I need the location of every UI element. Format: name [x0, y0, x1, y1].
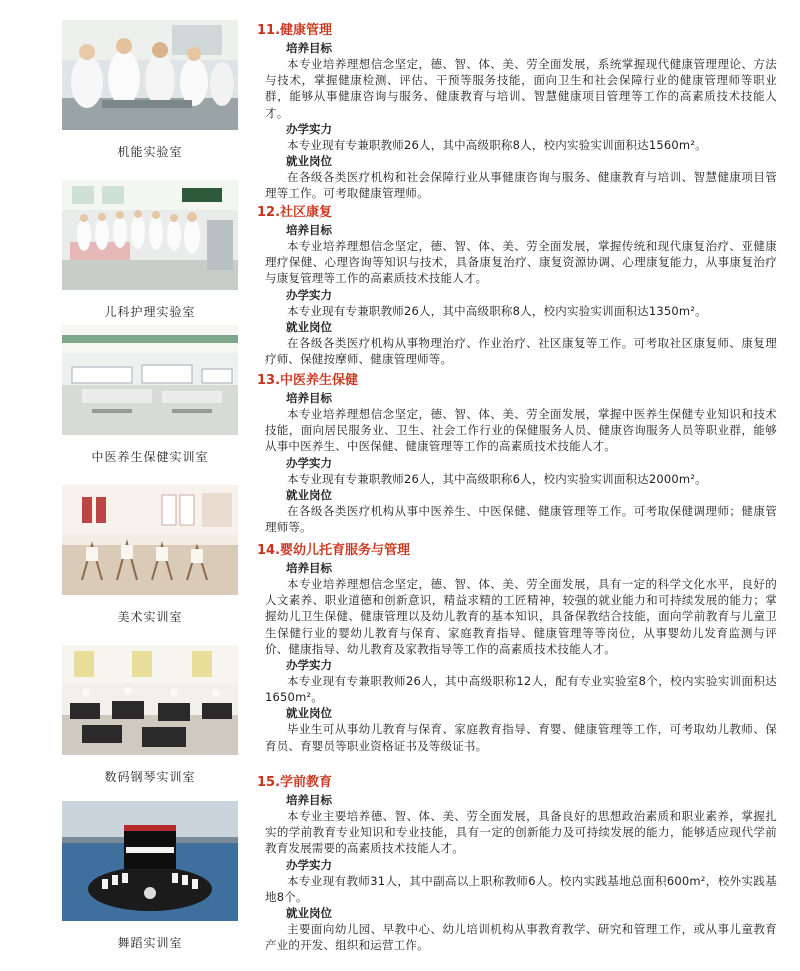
block-heading: 培养目标 — [286, 561, 332, 575]
block-text: 毕业生可从事幼儿教育与保育、家庭教育指导、育婴、健康管理等工作，可考取幼儿教师、保育员、育婴员等职业资格证书及等级证书。 — [265, 722, 777, 753]
photo-caption: 舞蹈实训室 — [117, 936, 183, 950]
photo-card — [62, 180, 238, 320]
block-text: 本专业主要培养德、智、体、美、劳全面发展，具备良好的思想政治素质和职业素养，掌握扎实的学前教育专业知识和专业技能，具有一定的创新能力及可持续发展的能力，能够适应现代学前教育发展需要的高素质技术技能人才。 — [265, 809, 777, 856]
program-section — [257, 22, 777, 201]
block-text: 本专业培养理想信念坚定，德、智、体、美、劳全面发展，系统掌握现代健康管理理论、方法与技术，掌握健康检测、评估、干预等服务技能，面向卫生和社会保障行业的健康管理师等职业群，能够从事健康咨询与服务、健康教育与培训、智慧健康项目管理等工作的高素质技术技能人才。 — [265, 57, 777, 120]
section-title: 14.婴幼儿托育服务与管理 — [257, 543, 411, 558]
photo-caption: 美术实训室 — [117, 610, 183, 624]
program-section — [257, 204, 777, 367]
block-heading: 培养目标 — [286, 793, 332, 807]
block-heading: 就业岗位 — [286, 154, 332, 169]
photo-card — [62, 485, 238, 625]
block-text: 主要面向幼儿园、早教中心、幼儿培训机构从事教育教学、研究和管理工作，或从事儿童教育产业的开发、组织和运营工作。 — [265, 922, 777, 953]
lab-photo-pediatric-nursing — [62, 180, 238, 290]
photo-card — [62, 645, 238, 785]
block-text: 本专业现有专兼职教师26人，其中高级职称6人，校内实验实训面积达2000m²。 — [287, 471, 707, 486]
block-text: 本专业培养理想信念坚定，德、智、体、美、劳全面发展，掌握传统和现代康复治疗、亚健康理疗保健、心理咨询等知识与技术，具备康复治疗、康复资源协调、心理康复能力，从事康复治疗与康复管理等工作的高素质技术技能人才。 — [265, 239, 777, 286]
photo-caption: 数码钢琴实训室 — [104, 770, 196, 784]
section-title: 15.学前教育 — [257, 775, 333, 790]
block-heading: 就业岗位 — [286, 906, 332, 921]
photo-caption: 机能实验室 — [117, 145, 183, 159]
block-heading: 办学实力 — [286, 857, 332, 872]
lab-photo-dance-studio — [62, 801, 238, 921]
section-title: 11.健康管理 — [257, 23, 333, 38]
program-section — [257, 372, 777, 535]
block-text: 在各级各类医疗机构从事中医养生、中医保健、健康管理等工作。可考取保健调理师；健康管理师等。 — [265, 503, 777, 535]
block-heading: 就业岗位 — [286, 319, 332, 334]
block-heading: 就业岗位 — [286, 706, 332, 721]
block-heading: 办学实力 — [286, 287, 332, 302]
lab-photo-digital-piano — [62, 645, 238, 755]
block-heading: 培养目标 — [286, 391, 332, 405]
block-text: 在各级各类医疗机构和社会保障行业从事健康咨询与服务、健康教育与培训、智慧健康项目管理等工作。可考取健康管理师。 — [265, 170, 777, 201]
section-title: 13.中医养生保健 — [257, 373, 359, 388]
block-text: 本专业现有专兼职教师26人，其中高级职称12人，配有专业实验室8个，校内实验实训面积达1650m²。 — [265, 674, 777, 705]
program-section — [257, 774, 777, 953]
block-text: 本专业培养理想信念坚定，德、智、体、美、劳全面发展，具有一定的科学文化水平，良好的人文素养、职业道德和创新意识，精益求精的工匠精神，较强的就业能力和可持续发展的能力；掌握幼儿卫生保健、健康管理以及幼儿教育的基本知识，具备保教结合技能，面向学前教育与儿童卫生保健行业的婴幼儿教育与保育、家庭教育指导、健康管理等等岗位，从事婴幼儿发育监测与评价、健康指导、幼儿教育及家教指导等工作的高素质技术技能人才。 — [265, 577, 777, 656]
block-text: 本专业培养理想信念坚定，德、智、体、美、劳全面发展，掌握中医养生保健专业知识和技术技能，面向居民服务业、卫生、社会工作行业的保健服务人员、健康咨询服务人员等职业群，能够从事中医养生、中医保健、健康管理等工作的高素质技术技能人才。 — [265, 407, 777, 454]
photo-card — [62, 325, 238, 465]
block-heading: 培养目标 — [286, 223, 332, 237]
block-heading: 办学实力 — [286, 121, 332, 136]
block-heading: 就业岗位 — [286, 487, 332, 502]
photo-card — [62, 20, 238, 160]
lab-photo-physiology — [62, 20, 238, 130]
block-heading: 培养目标 — [286, 41, 332, 55]
block-text: 本专业现有专兼职教师26人，其中高级职称8人，校内实验实训面积达1350m²。 — [287, 303, 707, 318]
photo-caption: 儿科护理实验室 — [104, 305, 196, 319]
photo-caption: 中医养生保健实训室 — [91, 450, 209, 464]
lab-photo-tcm-health — [62, 325, 238, 435]
lab-photo-art-studio — [62, 485, 238, 595]
block-text: 在各级各类医疗机构从事物理治疗、作业治疗、社区康复等工作。可考取社区康复师、康复理疗师、保健按摩师、健康管理师等。 — [265, 335, 777, 367]
block-heading: 办学实力 — [286, 658, 332, 673]
block-text: 本专业现有教师31人，其中副高以上职称教师6人。校内实践基地总面积600m²，校外实践基地8个。 — [265, 873, 777, 904]
program-section — [257, 542, 777, 754]
block-heading: 办学实力 — [286, 455, 332, 470]
photo-card — [62, 801, 238, 951]
block-text: 本专业现有专兼职教师26人，其中高级职称8人，校内实验实训面积达1560m²。 — [287, 137, 707, 152]
section-title: 12.社区康复 — [257, 205, 333, 220]
